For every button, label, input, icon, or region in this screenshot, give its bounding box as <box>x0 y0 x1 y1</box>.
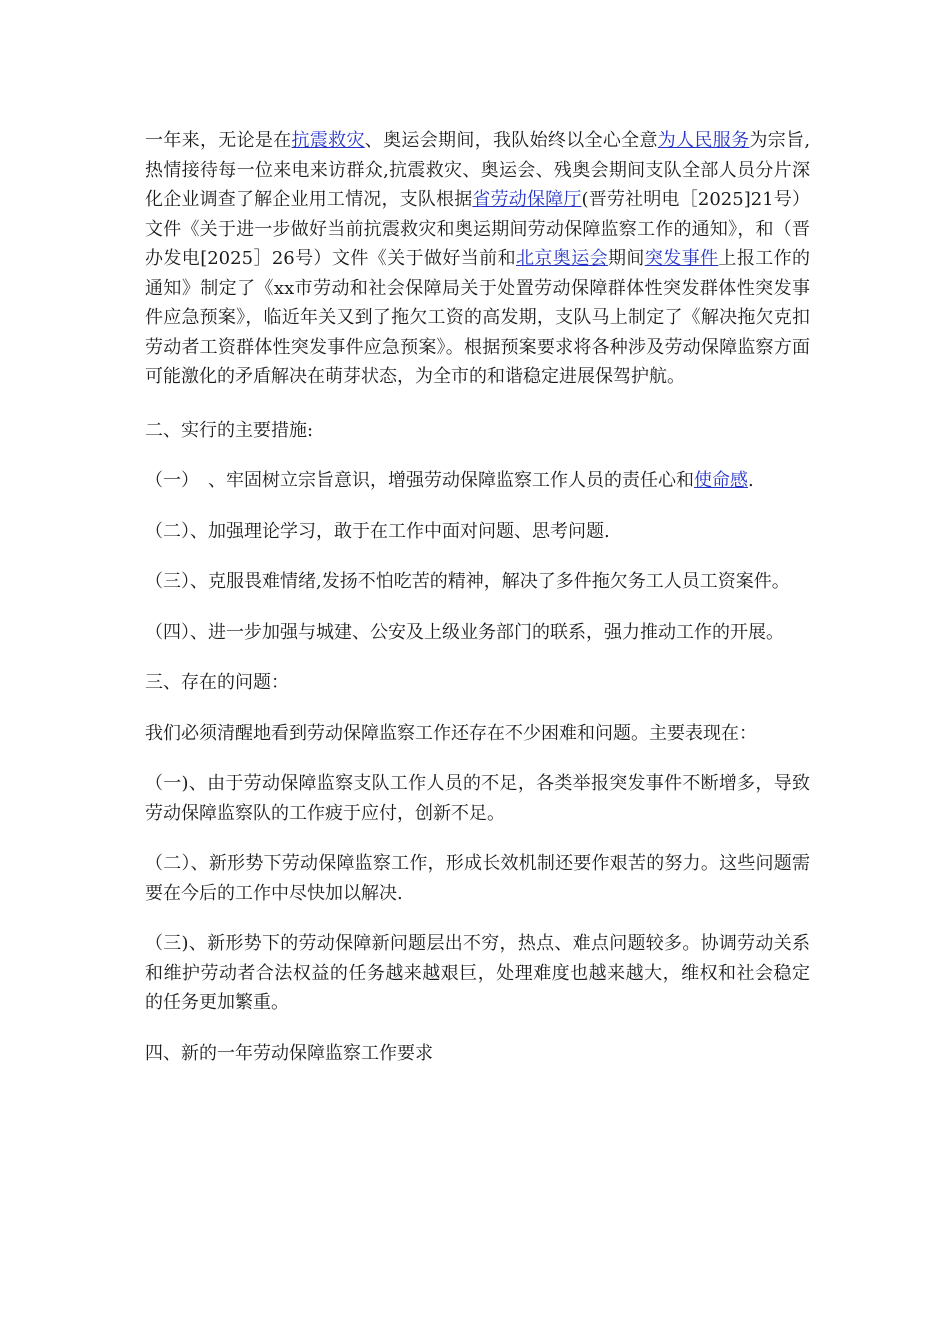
intro-text-5: 期间 <box>608 248 645 269</box>
section-2-item-2: （二）、加强理论学习，敢于在工作中面对问题、思考问题. <box>145 520 610 542</box>
intro-text-6: 上报工作的通知》制定了《xx市劳动和社会保障局关于处置劳动保障群体性突发群体性突发事件应急预案》，临近年关又到了拖欠工资的高发期，支队马上制定了《解决拖欠克扣劳动者工资群体性突发事件应急预案》。根据预案要求将各种涉及劳动保障监察方面可能激化的矛盾解决在萌芽状态，为全市的和谐稳定进展保驾护航。 <box>145 248 811 387</box>
link-provincial-labor-dept[interactable]: 省劳动保障厅 <box>472 189 582 210</box>
intro-text-2: 、奥运会期间，我队始终以全心全意 <box>364 130 658 151</box>
link-serve-the-people[interactable]: 为人民服务 <box>657 130 750 151</box>
intro-text-1: 一年来，无论是在 <box>145 130 292 151</box>
link-beijing-olympics[interactable]: 北京奥运会 <box>515 248 608 269</box>
section-2-item-1-end: . <box>748 470 754 491</box>
section-4-heading: 四、新的一年劳动保障监察工作要求 <box>145 1042 433 1064</box>
section-3-item-1: （一)、由于劳动保障监察支队工作人员的不足，各类举报突发事件不断增多，导致劳动保障监察队的工作疲于应付，创新不足。 <box>145 773 810 824</box>
link-sense-of-mission[interactable]: 使命感 <box>694 470 748 491</box>
document-page <box>145 126 810 1089</box>
link-emergency-events[interactable]: 突发事件 <box>644 248 719 269</box>
section-3-item-3: （三)、新形势下的劳动保障新问题层出不穷，热点、难点问题较多。协调劳动关系和维护劳动者合法权益的任务越来越艰巨，处理难度也越来越大，维权和社会稳定的任务更加繁重。 <box>145 933 810 1013</box>
section-3-intro: 我们必须清醒地看到劳动保障监察工作还存在不少困难和问题。主要表现在： <box>145 722 757 744</box>
intro-text-3: 为宗旨,热情接待每一位来电来访群众,抗震救灾、奥运会、残奥会期间支队全部人员分片深化企业调查了解企业用工情况，支队根据 <box>145 130 811 210</box>
section-2-item-3: （三）、克服畏难情绪,发扬不怕吃苦的精神，解决了多件拖欠务工人员工资案件。 <box>145 571 790 592</box>
intro-paragraph <box>145 126 810 392</box>
section-2-item-4: （四）、进一步加强与城建、公安及上级业务部门的联系，强力推动工作的开展。 <box>145 621 784 643</box>
section-3-item-2: （二）、新形势下劳动保障监察工作，形成长效机制还要作艰苦的努力。这些问题需要在今后的工作中尽快加以解决. <box>145 853 810 904</box>
section-2-item-1-text: （一） 、牢固树立宗旨意识，增强劳动保障监察工作人员的责任心和 <box>145 470 694 491</box>
section-3-heading: 三、存在的问题： <box>145 672 289 693</box>
intro-text-4: (晋劳社明电［2025]21号）文件《关于进一步做好当前抗震救灾和奥运期间劳动保障监察工作的通知》，和（晋办发电[2025］26号）文件《关于做好当前和 <box>145 189 811 269</box>
link-earthquake-relief[interactable]: 抗震救灾 <box>291 130 365 151</box>
section-2-item-1 <box>145 466 810 496</box>
section-2-heading: 二、实行的主要措施: <box>145 419 314 441</box>
